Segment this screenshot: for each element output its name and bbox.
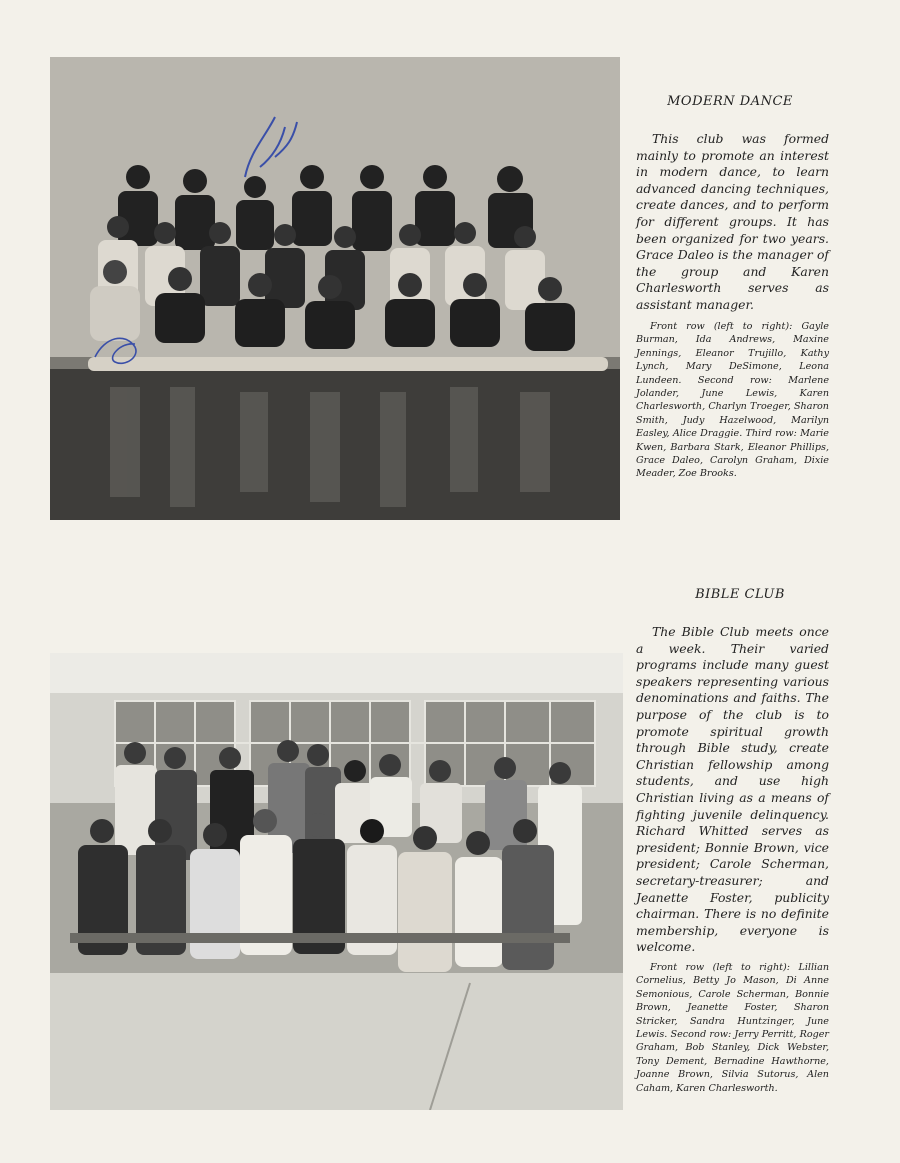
modern-dance-photo-art <box>50 57 620 520</box>
bible-club-title: BIBLE CLUB <box>695 587 785 602</box>
modern-dance-photo <box>50 57 620 520</box>
modern-dance-body: This club was formed mainly to promote an interest in modern dance, to learn advanced dancing techniques, create dances, and to perform for different groups. It has been organized for two years. Grace Daleo is the manager of the group and Karen Charlesworth serves as assistant manager. <box>636 131 829 312</box>
modern-dance-caption: Front row (left to right): Gayle Burman, Ida Andrews, Maxine Jennings, Eleanor Trujillo, Kathy Lynch, Mary DeSimone, Leona Lundeen. Second row: Marlene Jolander, June Lewis, Karen Charlesworth, Charlyn Troeger, Sharon Smith, Judy Hazelwood, Marilyn Easley, Alice Draggie. Third row: Marie Kwen, Barbara Stark, Eleanor Phillips, Grace Daleo, Carolyn Graham, Dixie Meader, Zoe Brooks. <box>636 321 829 480</box>
bible-club-photo <box>50 653 623 1110</box>
bible-club-photo-art <box>50 653 623 1110</box>
modern-dance-title: MODERN DANCE <box>667 94 793 109</box>
bible-club-caption: Front row (left to right): Lillian Cornelius, Betty Jo Mason, Di Anne Semonious, Carole Scherman, Bonnie Brown, Jeanette Foster, Sharon Stricker, Sandra Huntzinger, June Lewis. Second row: Jerry Perritt, Roger Graham, Bob Stanley, Dick Webster, Tony Dement, Bernadine Hawthorne, Joanne Brown, Silvia Sutorus, Alen Caham, Karen Charlesworth. <box>636 962 829 1094</box>
bible-club-body: The Bible Club meets once a week. Their varied programs include many guest speakers representing various denominations and faiths. The purpose of the club is to promote spiritual growth through Bible study, create Christian fellowship among students, and use high Christian living as a means of fighting juvenile delinquency. Richard Whitted serves as president; Bonnie Brown, vice president; Carole Scherman, secretary-treasurer; and Jeanette Foster, publicity chairman. There is no definite membership, everyone is welcome. <box>636 624 829 955</box>
